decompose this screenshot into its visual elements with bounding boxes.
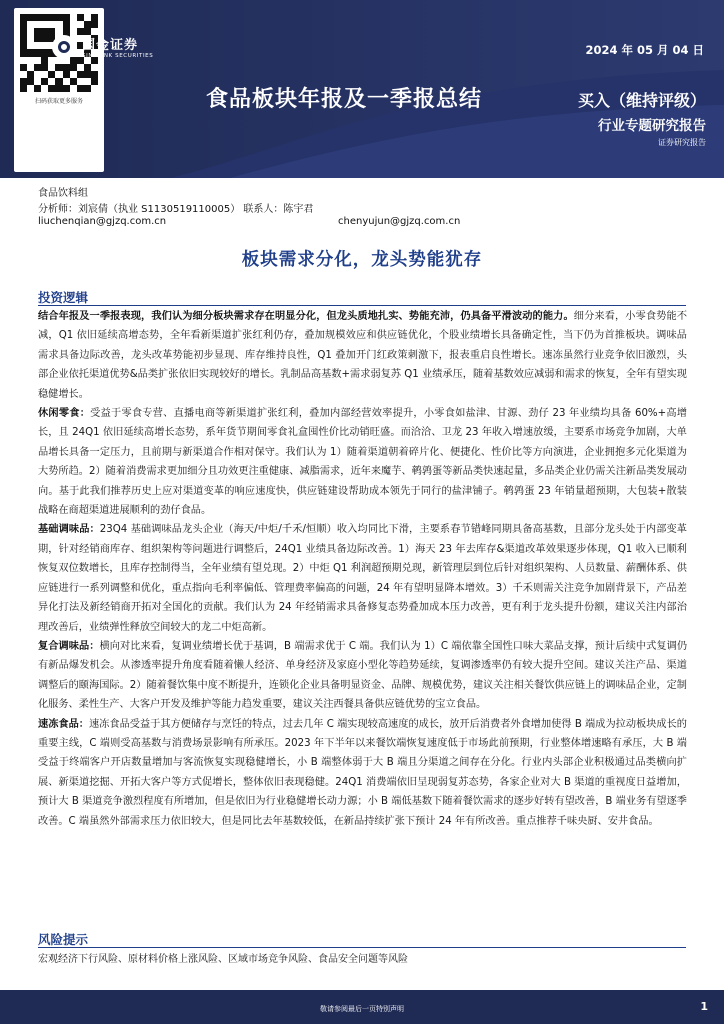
qr-module	[48, 14, 55, 21]
qr-module	[48, 78, 55, 85]
qr-module	[63, 78, 70, 85]
qr-module	[70, 78, 77, 85]
email-link[interactable]: liuchenqian@gjzq.com.cn	[38, 216, 167, 227]
qr-module	[41, 14, 48, 21]
qr-module	[91, 71, 98, 78]
analyst-line: 分析师：刘宸倩（执业 S1130519110005） 联系人：陈宇君	[38, 204, 314, 215]
basic-label: 基础调味品：	[38, 524, 100, 536]
page-number: 1	[700, 1000, 708, 1013]
qr-module	[41, 64, 48, 71]
logo-icon	[52, 35, 76, 59]
logo-name-en: SINOLINK SECURITIES	[82, 53, 154, 59]
qr-module	[55, 71, 62, 78]
frozen-text: 速冻食品受益于其方便储存与烹饪的特点，过去几年 C 端实现较高速度的成长，放开后消费者外食增加使得 B 端成为拉动板块成长的重要主线，C 端则受高基数与消费场景影响有所承压。2023 年下半年以来餐饮端恢复速度低于市场此前预期，行业整体增速略有承压，大 B 端受益于终端客户开店数量增加与客流恢复实现稳健增长，小 B 端整体弱于大 B 端且分渠道之间存在分化。行业内头部企业积极通过品类横向扩展、新渠道挖掘、开拓大客户等方式促增长，整体依旧表现稳健。24Q1 消费端依旧呈现弱复苏态势，各家企业对大 B 渠道的重视度日益增加，预计大 B 渠道竞争激烈程度有所增加，但是依旧为行业稳健增长动力源；小 B 端低基数下随着餐饮需求的逐步好转有望改善，B 端业务有望逐季改善。C 端虽然外部需求压力依旧较大，但是同比去年基数较低，在新品持续扩张下预计 24 年有所改善。重点推荐千味央厨、安井食品。	[38, 718, 687, 827]
qr-module	[41, 28, 48, 35]
qr-module	[41, 49, 48, 56]
report-date: 2024 年 05 月 04 日	[585, 43, 704, 57]
qr-module	[91, 78, 98, 85]
section-divider	[38, 305, 686, 306]
qr-module	[27, 42, 34, 49]
qr-module	[84, 64, 91, 71]
qr-module	[20, 49, 27, 56]
qr-module	[20, 71, 27, 78]
qr-module	[34, 57, 41, 64]
qr-module	[84, 71, 91, 78]
snack-text: 受益于零食专营、直播电商等新渠道扩张红利，叠加内部经营效率提升，小零食如盐津、甘源、劲仔 23 年业绩均具备 60%+高增长，且 24Q1 依旧延续高增长态势，系年货节期间零食礼盒囤性价比动销旺盛。而洽洽、卫龙 23 年收入增速放缓，主要系市场竞争加剧，大单品增长具备一定压力，且前期与新渠道合作相对保守。我们认为 1）随着渠道朝着碎片化、便捷化、性价比等方向演进，企业拥抱多元化渠道为大势所趋。2）随着消费需求更加细分且功效更注重健康、减脂需求，近年来魔芋、鹌鹑蛋等新品类快速起量，多品类企业仍需关注新品类发展动向。基于此我们推荐历史上应对渠道变革的响应速度快，供应链建设帮助成本领先于同行的盐津铺子。鹌鹑蛋 23 年销量超预期，大包装+散装战略在商超渠道进展顺利的劲仔食品。	[38, 408, 688, 517]
qr-module	[91, 85, 98, 92]
qr-module	[63, 21, 70, 28]
analyst-emails	[38, 216, 698, 227]
qr-module	[41, 21, 48, 28]
qr-code	[14, 8, 104, 172]
qr-module	[48, 85, 55, 92]
paragraph-snacks	[38, 404, 687, 520]
qr-module	[55, 21, 62, 28]
qr-module	[84, 78, 91, 85]
qr-module	[63, 64, 70, 71]
qr-module	[70, 85, 77, 92]
compound-label: 复合调味品：	[38, 640, 100, 652]
qr-module	[34, 21, 41, 28]
qr-module	[91, 21, 98, 28]
qr-module	[34, 78, 41, 85]
qr-module	[34, 28, 41, 35]
qr-module	[34, 71, 41, 78]
qr-module	[20, 78, 27, 85]
paragraph-frozen-food	[38, 715, 687, 831]
qr-module	[27, 64, 34, 71]
qr-module	[34, 14, 41, 21]
qr-module	[34, 64, 41, 71]
qr-module	[63, 85, 70, 92]
qr-module	[91, 64, 98, 71]
report-type: 行业专题研究报告	[598, 118, 706, 134]
summary-text: 细分来看，小零食势能不减，Q1 依旧延续高增态势，全年看新渠道扩张红利仍存，叠加规模效应和供应链优化，个股业绩增长具备确定性，当下仍为首推板块。调味品需求具备边际改善，龙头改革势能初步显现、库存维持良性，Q1 叠加开门红政策刺激下，报表重启良性增长。速冻虽然行业竞争依旧激烈，头部企业依托渠道优势&品类扩张依旧实现较好的增长。乳制品高基数+需求弱复苏 Q1 业绩承压，随着基数效应减弱和需求的恢复，全年有望实现稳健增长。	[38, 311, 688, 400]
qr-module	[27, 21, 34, 28]
qr-module	[20, 42, 27, 49]
qr-module	[48, 71, 55, 78]
report-title: 食品板块年报及一季报总结	[206, 87, 483, 112]
qr-module	[34, 42, 41, 49]
qr-module	[27, 49, 34, 56]
qr-module	[55, 85, 62, 92]
qr-module	[41, 35, 48, 42]
qr-label: 扫码获取更多服务	[34, 98, 83, 105]
section-divider	[38, 947, 686, 948]
qr-module	[84, 85, 91, 92]
qr-module	[27, 57, 34, 64]
logo-name-cn: 国金证券	[82, 38, 139, 53]
qr-module	[77, 14, 84, 21]
qr-module	[34, 49, 41, 56]
compound-text: 横向对比来看，复调业绩增长优于基调，B 端需求优于 C 端。我们认为 1）C 端依靠全国性口味大菜品支撑，预计后续中式复调仍有新品爆发机会。从渗透率提升角度看随着懒人经济、单身经济及家庭小型化等趋势延续，复调渗透率仍有较大提升空间。建议关注产品、渠道调整后的颐海国际。2）随着餐饮集中度不断提升，连锁化企业具备明显资金、品牌、规模优势，建议关注相关餐饮供应链上的调味品企业，定制化服务、柔性生产、大客户开发及维护等能力趋发重要，建议关注西餐具备供应链优势的宝立食品。	[38, 640, 688, 711]
qr-module	[20, 14, 27, 21]
qr-module	[41, 57, 48, 64]
qr-module	[27, 14, 34, 21]
headline: 板块需求分化，龙头势能犹存	[241, 250, 483, 270]
qr-module	[41, 78, 48, 85]
report-header	[0, 0, 724, 178]
frozen-label: 速冻食品：	[38, 718, 89, 730]
qr-module	[20, 85, 27, 92]
risk-text: 宏观经济下行风险、原材料价格上涨风险、区域市场竞争风险、食品安全问题等风险	[38, 954, 408, 965]
qr-module	[27, 28, 34, 35]
disclaimer-note: 敬请参阅最后一页特别声明	[320, 1005, 404, 1013]
qr-module	[63, 14, 70, 21]
qr-module	[55, 14, 62, 21]
lead-sentence: 结合年报及一季报表现，我们认为细分板块需求存在明显分化，但龙头质地扎实、势能充沛，仍具备平滑波动的能力。	[38, 311, 574, 322]
company-logo	[52, 34, 153, 59]
paragraph-summary	[38, 307, 687, 404]
qr-module	[27, 71, 34, 78]
qr-module	[70, 21, 77, 28]
qr-module	[20, 35, 27, 42]
qr-module	[48, 21, 55, 28]
section-title-logic: 投资逻辑	[38, 290, 89, 305]
email-link[interactable]: chenyujun@gjzq.com.cn	[338, 216, 461, 227]
qr-module	[48, 64, 55, 71]
qr-module	[91, 14, 98, 21]
qr-module	[70, 71, 77, 78]
qr-module	[77, 21, 84, 28]
qr-module	[20, 28, 27, 35]
qr-module	[27, 35, 34, 42]
qr-module	[27, 85, 34, 92]
paragraph-compound-seasoning	[38, 637, 687, 715]
qr-module	[20, 64, 27, 71]
report-tag: 证券研究报告	[658, 138, 706, 147]
qr-module	[20, 21, 27, 28]
sector-label: 食品饮料组	[38, 188, 88, 199]
qr-module	[55, 78, 62, 85]
rating-label: 买入（维持评级）	[577, 91, 706, 110]
qr-module	[34, 85, 41, 92]
qr-module	[77, 71, 84, 78]
qr-module	[27, 78, 34, 85]
qr-module	[70, 14, 77, 21]
qr-module	[41, 42, 48, 49]
qr-module	[63, 71, 70, 78]
qr-module	[55, 64, 62, 71]
basic-text: 23Q4 基础调味品龙头企业（海天/中炬/千禾/恒顺）收入均同比下滑，主要系春节错峰同期具备高基数，且部分龙头处于内部变革期，针对经销商库存、组织架构等问题进行调整后，24Q1 业绩具备边际改善。1）海天 23 年去库存&渠道改革效果逐步体现，Q1 收入已顺利恢复双位数增长，且库存控制得当，全年业绩有望兑现。2）中炬 Q1 利润超预期兑现，新管理层到位后针对组织架构、人员数量、薪酬体系、供应链进行一系列调整和优化，重点指向毛利率偏低、管理费率偏高的问题，24 年有望明显降本增效。3）千禾则需关注竞争加剧背景下，产品差异化打法及新经销商开拓对全国化的贡献。我们认为 24 年经销需求具备修复态势叠加成本压力改善，更有利于龙头提升份额，建议关注内部治理改善后，业绩弹性释放空间较大的龙二中炬高新。	[38, 524, 687, 633]
qr-module	[77, 85, 84, 92]
section-title-risk: 风险提示	[38, 932, 89, 947]
qr-module	[34, 35, 41, 42]
logic-body	[38, 307, 687, 831]
qr-module	[84, 14, 91, 21]
qr-module	[41, 85, 48, 92]
qr-module	[77, 78, 84, 85]
qr-module	[70, 64, 77, 71]
snack-label: 休闲零食：	[38, 408, 91, 420]
paragraph-basic-seasoning	[38, 520, 687, 636]
qr-module	[84, 21, 91, 28]
qr-module	[41, 71, 48, 78]
qr-module	[20, 57, 27, 64]
qr-module	[77, 64, 84, 71]
